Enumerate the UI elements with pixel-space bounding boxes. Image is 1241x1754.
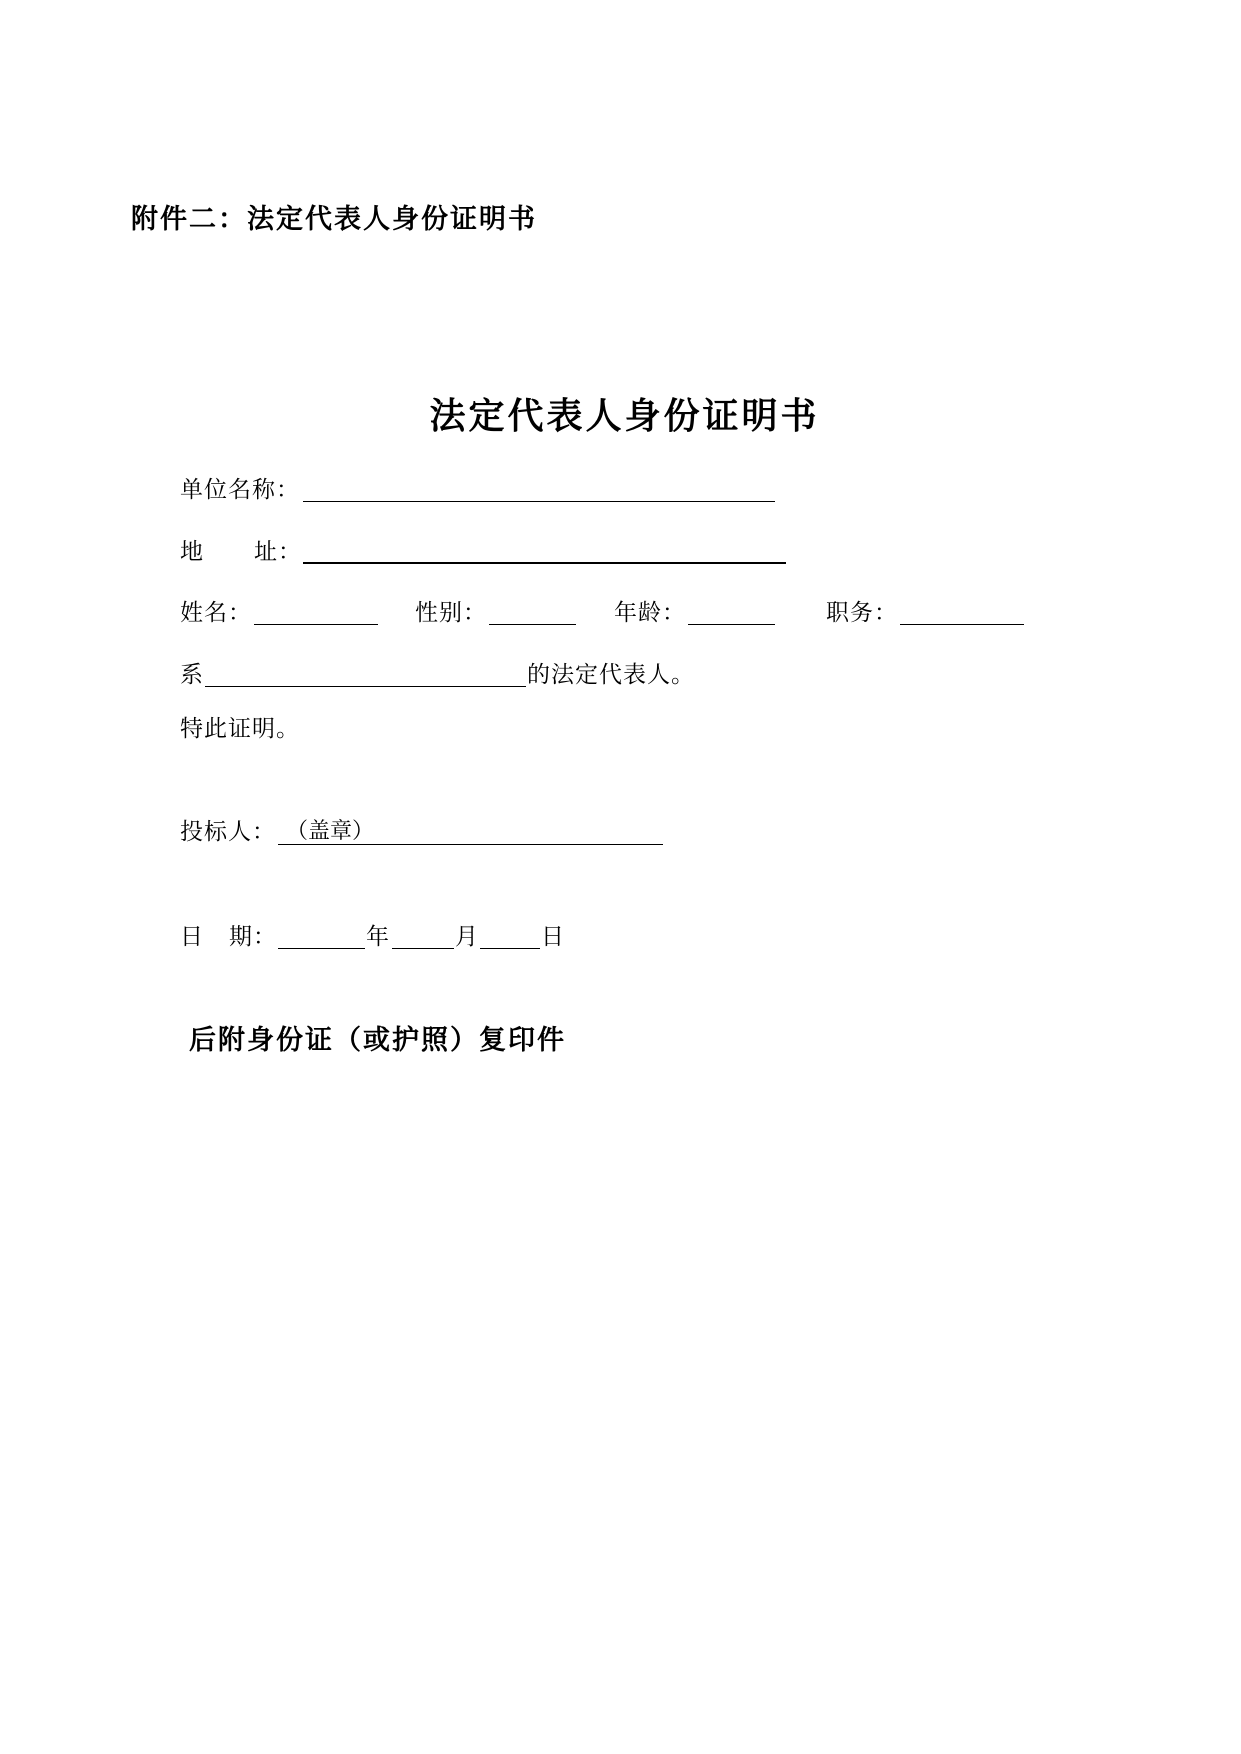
address-blank[interactable] (303, 562, 786, 564)
unit-name-label: 单位名称： (180, 477, 300, 503)
age-blank[interactable] (688, 624, 775, 625)
age-label: 年龄： (614, 600, 686, 626)
date-label-part1: 日 (180, 924, 204, 950)
company-blank[interactable] (205, 686, 526, 687)
document-title: 法定代表人身份证明书 (429, 396, 820, 437)
year-label: 年 (366, 924, 390, 950)
annex-title: 附件二：法定代表人身份证明书 (131, 204, 537, 235)
gender-label: 性别： (415, 600, 487, 626)
bidder-stamp-hint: （盖章） (286, 819, 375, 844)
position-label: 职务： (826, 600, 898, 626)
address-label-part1: 地 (180, 539, 204, 565)
bidder-label: 投标人： (180, 819, 276, 845)
name-blank[interactable] (254, 624, 378, 625)
certify-text: 特此证明。 (180, 716, 300, 742)
month-blank[interactable] (392, 948, 454, 949)
month-label: 月 (455, 924, 479, 950)
year-blank[interactable] (278, 948, 365, 949)
day-blank[interactable] (480, 948, 540, 949)
attachment-note: 后附身份证（或护照）复印件 (189, 1025, 566, 1056)
position-blank[interactable] (900, 624, 1024, 625)
relation-suffix: 的法定代表人。 (527, 662, 695, 688)
address-label-part2: 址： (254, 539, 302, 565)
name-label: 姓名： (180, 600, 252, 626)
date-label-part2: 期： (229, 924, 277, 950)
unit-name-blank[interactable] (303, 501, 775, 502)
day-label: 日 (541, 924, 565, 950)
gender-blank[interactable] (489, 624, 576, 625)
relation-prefix: 系 (180, 662, 204, 688)
bidder-blank[interactable] (278, 844, 663, 845)
